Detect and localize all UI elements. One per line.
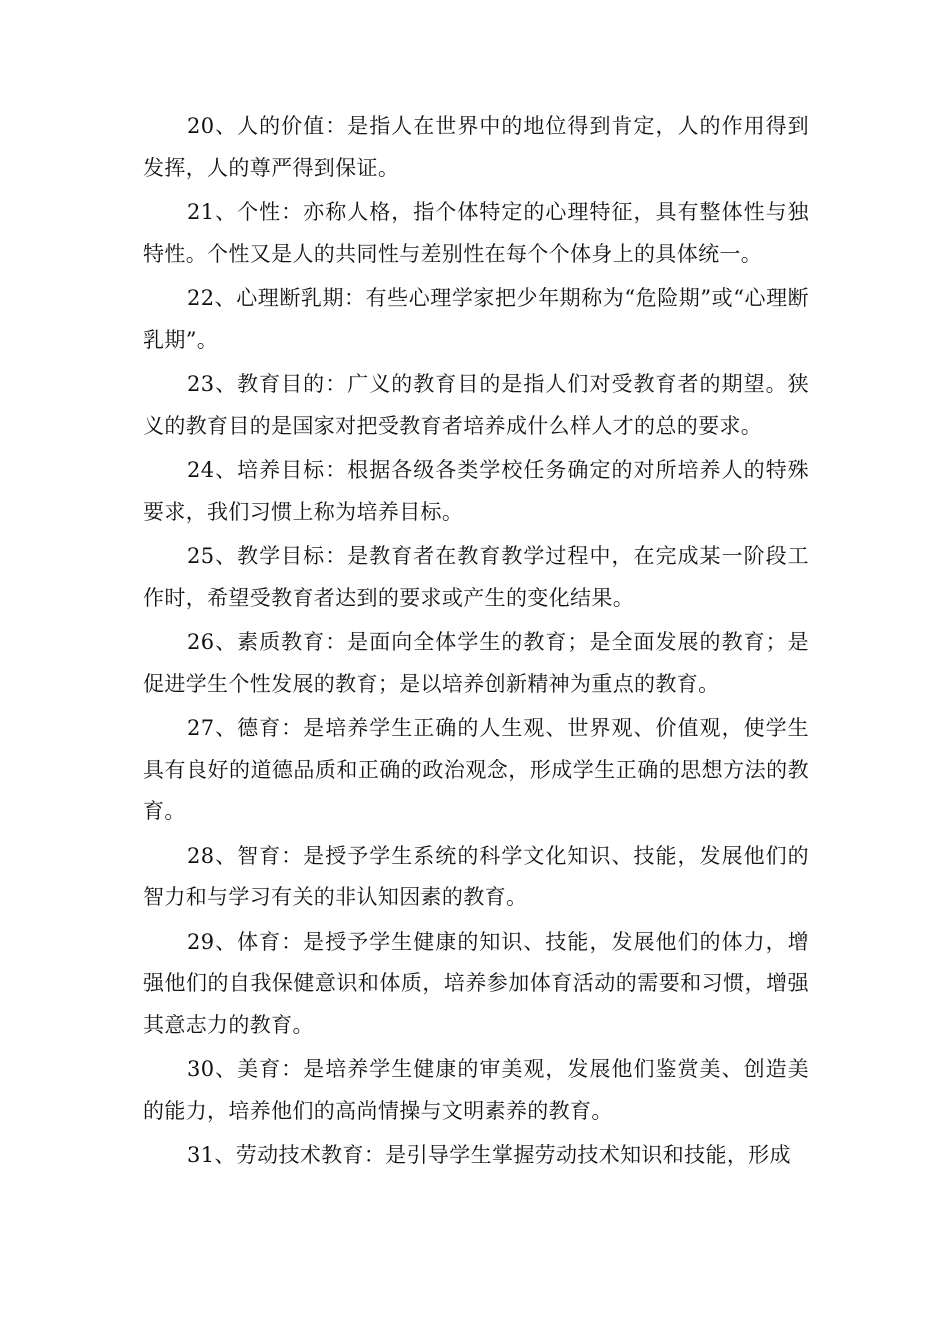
paragraph-30-aesthetic-education: 30、美育：是培养学生健康的审美观，发展他们鉴赏美、创造美的能力，培养他们的高尚情操与文明素养的教育。 xyxy=(143,1057,809,1123)
paragraph-28-intellectual-education: 28、智育：是授予学生系统的科学文化知识、技能，发展他们的智力和与学习有关的非认知因素的教育。 xyxy=(143,843,809,909)
paragraph-29-physical-education: 29、体育：是授予学生健康的知识、技能，发展他们的体力，增强他们的自我保健意识和体质，培养参加体育活动的需要和习惯，增强其意志力的教育。 xyxy=(143,929,809,1037)
document-body xyxy=(143,106,809,1180)
paragraph-22-psychological-weaning: 22、心理断乳期：有些心理学家把少年期称为“危险期”或“心理断乳期”。 xyxy=(143,286,809,352)
paragraph-20-human-value: 20、人的价值：是指人在世界中的地位得到肯定，人的作用得到发挥，人的尊严得到保证。 xyxy=(143,114,809,180)
paragraph-26-quality-education: 26、素质教育：是面向全体学生的教育；是全面发展的教育；是促进学生个性发展的教育；是以培养创新精神为重点的教育。 xyxy=(143,630,809,696)
paragraph-24-training-goal: 24、培养目标：根据各级各类学校任务确定的对所培养人的特殊要求，我们习惯上称为培养目标。 xyxy=(143,458,809,524)
paragraph-27-moral-education: 27、德育：是培养学生正确的人生观、世界观、价值观，使学生具有良好的道德品质和正确的政治观念，形成学生正确的思想方法的教育。 xyxy=(143,716,809,823)
paragraph-25-teaching-goal: 25、教学目标：是教育者在教育教学过程中，在完成某一阶段工作时，希望受教育者达到的要求或产生的变化结果。 xyxy=(143,544,809,610)
paragraph-21-personality: 21、个性：亦称人格，指个体特定的心理特征，具有整体性与独特性。个性又是人的共同性与差别性在每个个体身上的具体统一。 xyxy=(143,200,809,266)
paragraph-23-education-aim: 23、教育目的：广义的教育目的是指人们对受教育者的期望。狭义的教育目的是国家对把受教育者培养成什么样人才的总的要求。 xyxy=(143,372,809,438)
paragraph-31-labor-technology-education: 31、劳动技术教育：是引导学生掌握劳动技术知识和技能，形成 xyxy=(187,1143,791,1167)
